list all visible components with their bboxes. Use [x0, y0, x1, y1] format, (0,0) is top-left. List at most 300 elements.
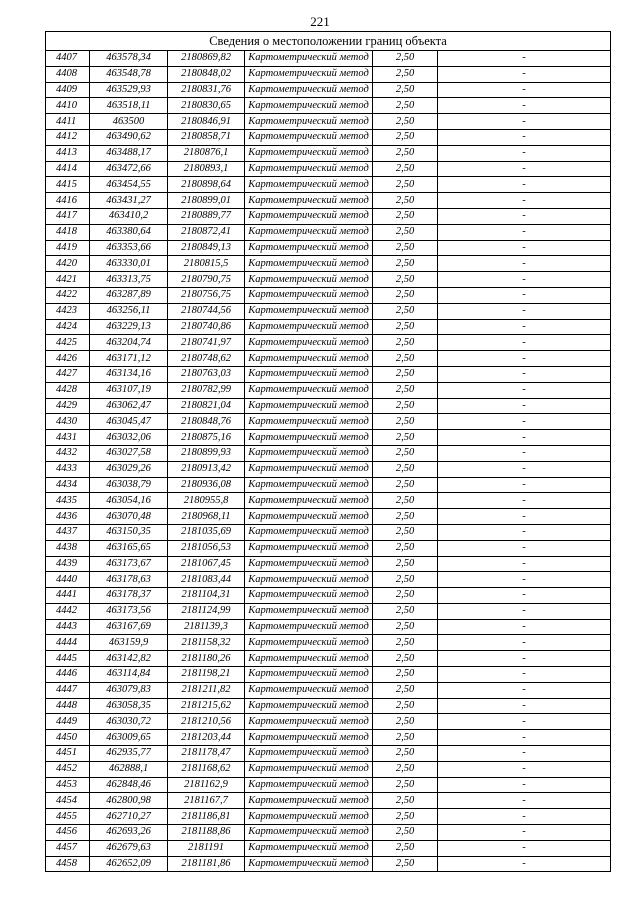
description-cell: -	[438, 588, 611, 604]
x-coordinate-cell: 462693,26	[90, 825, 168, 841]
point-number-cell: 4436	[46, 509, 90, 525]
method-cell: Картометрический метод	[245, 540, 373, 556]
point-number-cell: 4456	[46, 825, 90, 841]
point-number-cell: 4454	[46, 793, 90, 809]
description-cell: -	[438, 366, 611, 382]
accuracy-cell: 2,50	[373, 129, 438, 145]
y-coordinate-cell: 2180869,82	[168, 51, 245, 67]
accuracy-cell: 2,50	[373, 477, 438, 493]
accuracy-cell: 2,50	[373, 366, 438, 382]
method-cell: Картометрический метод	[245, 809, 373, 825]
x-coordinate-cell: 463500	[90, 114, 168, 130]
accuracy-cell: 2,50	[373, 256, 438, 272]
accuracy-cell: 2,50	[373, 761, 438, 777]
accuracy-cell: 2,50	[373, 556, 438, 572]
point-number-cell: 4422	[46, 287, 90, 303]
point-number-cell: 4443	[46, 619, 90, 635]
description-cell: -	[438, 82, 611, 98]
y-coordinate-cell: 2181139,3	[168, 619, 245, 635]
method-cell: Картометрический метод	[245, 761, 373, 777]
y-coordinate-cell: 2181180,26	[168, 651, 245, 667]
x-coordinate-cell: 463472,66	[90, 161, 168, 177]
y-coordinate-cell: 2181035,69	[168, 524, 245, 540]
x-coordinate-cell: 463150,35	[90, 524, 168, 540]
y-coordinate-cell: 2181124,99	[168, 603, 245, 619]
description-cell: -	[438, 714, 611, 730]
table-row	[46, 129, 611, 145]
accuracy-cell: 2,50	[373, 445, 438, 461]
x-coordinate-cell: 463070,48	[90, 509, 168, 525]
description-cell: -	[438, 651, 611, 667]
method-cell: Картометрический метод	[245, 603, 373, 619]
method-cell: Картометрический метод	[245, 730, 373, 746]
x-coordinate-cell: 463204,74	[90, 335, 168, 351]
method-cell: Картометрический метод	[245, 319, 373, 335]
table-header-row	[46, 32, 611, 51]
method-cell: Картометрический метод	[245, 445, 373, 461]
description-cell: -	[438, 287, 611, 303]
boundary-coordinates-table	[45, 31, 611, 872]
x-coordinate-cell: 463353,66	[90, 240, 168, 256]
method-cell: Картометрический метод	[245, 509, 373, 525]
accuracy-cell: 2,50	[373, 98, 438, 114]
table-row	[46, 351, 611, 367]
x-coordinate-cell: 462710,27	[90, 809, 168, 825]
accuracy-cell: 2,50	[373, 588, 438, 604]
method-cell: Картометрический метод	[245, 256, 373, 272]
description-cell: -	[438, 477, 611, 493]
description-cell: -	[438, 240, 611, 256]
x-coordinate-cell: 463032,06	[90, 430, 168, 446]
description-cell: -	[438, 461, 611, 477]
y-coordinate-cell: 2181211,82	[168, 682, 245, 698]
method-cell: Картометрический метод	[245, 145, 373, 161]
table-row	[46, 82, 611, 98]
method-cell: Картометрический метод	[245, 366, 373, 382]
point-number-cell: 4438	[46, 540, 90, 556]
table-row	[46, 619, 611, 635]
method-cell: Картометрический метод	[245, 619, 373, 635]
y-coordinate-cell: 2180872,41	[168, 224, 245, 240]
x-coordinate-cell: 463167,69	[90, 619, 168, 635]
accuracy-cell: 2,50	[373, 82, 438, 98]
y-coordinate-cell: 2181203,44	[168, 730, 245, 746]
description-cell: -	[438, 698, 611, 714]
y-coordinate-cell: 2180889,77	[168, 208, 245, 224]
description-cell: -	[438, 161, 611, 177]
point-number-cell: 4440	[46, 572, 90, 588]
point-number-cell: 4414	[46, 161, 90, 177]
method-cell: Картометрический метод	[245, 129, 373, 145]
x-coordinate-cell: 463173,56	[90, 603, 168, 619]
y-coordinate-cell: 2180756,75	[168, 287, 245, 303]
description-cell: -	[438, 319, 611, 335]
point-number-cell: 4452	[46, 761, 90, 777]
x-coordinate-cell: 463173,67	[90, 556, 168, 572]
point-number-cell: 4417	[46, 208, 90, 224]
point-number-cell: 4409	[46, 82, 90, 98]
x-coordinate-cell: 463578,34	[90, 51, 168, 67]
x-coordinate-cell: 463165,65	[90, 540, 168, 556]
y-coordinate-cell: 2180858,71	[168, 129, 245, 145]
table-title: Сведения о местоположении границ объекта	[46, 32, 611, 51]
point-number-cell: 4420	[46, 256, 90, 272]
y-coordinate-cell: 2181168,62	[168, 761, 245, 777]
method-cell: Картометрический метод	[245, 635, 373, 651]
method-cell: Картометрический метод	[245, 856, 373, 872]
point-number-cell: 4427	[46, 366, 90, 382]
description-cell: -	[438, 98, 611, 114]
description-cell: -	[438, 208, 611, 224]
y-coordinate-cell: 2180898,64	[168, 177, 245, 193]
y-coordinate-cell: 2181198,21	[168, 667, 245, 683]
description-cell: -	[438, 635, 611, 651]
table-row	[46, 224, 611, 240]
point-number-cell: 4411	[46, 114, 90, 130]
method-cell: Картометрический метод	[245, 224, 373, 240]
table-row	[46, 761, 611, 777]
y-coordinate-cell: 2180790,75	[168, 272, 245, 288]
point-number-cell: 4410	[46, 98, 90, 114]
method-cell: Картометрический метод	[245, 98, 373, 114]
y-coordinate-cell: 2180846,91	[168, 114, 245, 130]
point-number-cell: 4432	[46, 445, 90, 461]
point-number-cell: 4431	[46, 430, 90, 446]
table-row	[46, 588, 611, 604]
y-coordinate-cell: 2180830,65	[168, 98, 245, 114]
description-cell: -	[438, 540, 611, 556]
x-coordinate-cell: 463488,17	[90, 145, 168, 161]
y-coordinate-cell: 2180815,5	[168, 256, 245, 272]
y-coordinate-cell: 2180936,08	[168, 477, 245, 493]
point-number-cell: 4445	[46, 651, 90, 667]
method-cell: Картометрический метод	[245, 840, 373, 856]
accuracy-cell: 2,50	[373, 351, 438, 367]
accuracy-cell: 2,50	[373, 682, 438, 698]
y-coordinate-cell: 2180899,01	[168, 193, 245, 209]
table-row	[46, 603, 611, 619]
description-cell: -	[438, 556, 611, 572]
table-row	[46, 477, 611, 493]
point-number-cell: 4457	[46, 840, 90, 856]
y-coordinate-cell: 2181188,86	[168, 825, 245, 841]
point-number-cell: 4458	[46, 856, 90, 872]
y-coordinate-cell: 2180740,86	[168, 319, 245, 335]
description-cell: -	[438, 730, 611, 746]
y-coordinate-cell: 2180849,13	[168, 240, 245, 256]
table-row	[46, 682, 611, 698]
point-number-cell: 4441	[46, 588, 90, 604]
method-cell: Картометрический метод	[245, 51, 373, 67]
method-cell: Картометрический метод	[245, 82, 373, 98]
x-coordinate-cell: 462848,46	[90, 777, 168, 793]
method-cell: Картометрический метод	[245, 572, 373, 588]
table-row	[46, 177, 611, 193]
point-number-cell: 4453	[46, 777, 90, 793]
description-cell: -	[438, 193, 611, 209]
method-cell: Картометрический метод	[245, 208, 373, 224]
accuracy-cell: 2,50	[373, 461, 438, 477]
accuracy-cell: 2,50	[373, 840, 438, 856]
accuracy-cell: 2,50	[373, 714, 438, 730]
accuracy-cell: 2,50	[373, 193, 438, 209]
accuracy-cell: 2,50	[373, 114, 438, 130]
table-row	[46, 272, 611, 288]
y-coordinate-cell: 2181186,81	[168, 809, 245, 825]
method-cell: Картометрический метод	[245, 240, 373, 256]
accuracy-cell: 2,50	[373, 651, 438, 667]
accuracy-cell: 2,50	[373, 382, 438, 398]
method-cell: Картометрический метод	[245, 461, 373, 477]
accuracy-cell: 2,50	[373, 161, 438, 177]
description-cell: -	[438, 145, 611, 161]
table-row	[46, 256, 611, 272]
x-coordinate-cell: 463256,11	[90, 303, 168, 319]
x-coordinate-cell: 463029,26	[90, 461, 168, 477]
point-number-cell: 4426	[46, 351, 90, 367]
method-cell: Картометрический метод	[245, 287, 373, 303]
point-number-cell: 4429	[46, 398, 90, 414]
accuracy-cell: 2,50	[373, 619, 438, 635]
accuracy-cell: 2,50	[373, 730, 438, 746]
description-cell: -	[438, 129, 611, 145]
table-row	[46, 856, 611, 872]
x-coordinate-cell: 462935,77	[90, 746, 168, 762]
accuracy-cell: 2,50	[373, 240, 438, 256]
table-row	[46, 303, 611, 319]
description-cell: -	[438, 335, 611, 351]
table-row	[46, 540, 611, 556]
accuracy-cell: 2,50	[373, 856, 438, 872]
table-row	[46, 667, 611, 683]
method-cell: Картометрический метод	[245, 272, 373, 288]
accuracy-cell: 2,50	[373, 809, 438, 825]
description-cell: -	[438, 856, 611, 872]
description-cell: -	[438, 351, 611, 367]
accuracy-cell: 2,50	[373, 287, 438, 303]
description-cell: -	[438, 430, 611, 446]
y-coordinate-cell: 2180744,56	[168, 303, 245, 319]
description-cell: -	[438, 524, 611, 540]
method-cell: Картометрический метод	[245, 161, 373, 177]
point-number-cell: 4425	[46, 335, 90, 351]
point-number-cell: 4447	[46, 682, 90, 698]
y-coordinate-cell: 2181167,7	[168, 793, 245, 809]
accuracy-cell: 2,50	[373, 319, 438, 335]
accuracy-cell: 2,50	[373, 572, 438, 588]
y-coordinate-cell: 2180955,8	[168, 493, 245, 509]
description-cell: -	[438, 746, 611, 762]
table-row	[46, 635, 611, 651]
table-row	[46, 524, 611, 540]
accuracy-cell: 2,50	[373, 777, 438, 793]
accuracy-cell: 2,50	[373, 224, 438, 240]
table-row	[46, 777, 611, 793]
y-coordinate-cell: 2181178,47	[168, 746, 245, 762]
method-cell: Картометрический метод	[245, 303, 373, 319]
point-number-cell: 4412	[46, 129, 90, 145]
point-number-cell: 4448	[46, 698, 90, 714]
y-coordinate-cell: 2180831,76	[168, 82, 245, 98]
method-cell: Картометрический метод	[245, 682, 373, 698]
x-coordinate-cell: 463490,62	[90, 129, 168, 145]
y-coordinate-cell: 2180913,42	[168, 461, 245, 477]
x-coordinate-cell: 463058,35	[90, 698, 168, 714]
point-number-cell: 4437	[46, 524, 90, 540]
x-coordinate-cell: 463330,01	[90, 256, 168, 272]
description-cell: -	[438, 256, 611, 272]
description-cell: -	[438, 114, 611, 130]
table-row	[46, 445, 611, 461]
x-coordinate-cell: 463178,63	[90, 572, 168, 588]
table-row	[46, 572, 611, 588]
accuracy-cell: 2,50	[373, 603, 438, 619]
method-cell: Картометрический метод	[245, 382, 373, 398]
description-cell: -	[438, 603, 611, 619]
method-cell: Картометрический метод	[245, 477, 373, 493]
y-coordinate-cell: 2180848,02	[168, 66, 245, 82]
y-coordinate-cell: 2181056,53	[168, 540, 245, 556]
table-row	[46, 319, 611, 335]
table-row	[46, 493, 611, 509]
point-number-cell: 4415	[46, 177, 90, 193]
point-number-cell: 4435	[46, 493, 90, 509]
x-coordinate-cell: 463518,11	[90, 98, 168, 114]
table-row	[46, 98, 611, 114]
y-coordinate-cell: 2181215,62	[168, 698, 245, 714]
description-cell: -	[438, 509, 611, 525]
point-number-cell: 4423	[46, 303, 90, 319]
description-cell: -	[438, 667, 611, 683]
table-row	[46, 51, 611, 67]
y-coordinate-cell: 2180741,97	[168, 335, 245, 351]
accuracy-cell: 2,50	[373, 698, 438, 714]
x-coordinate-cell: 463287,89	[90, 287, 168, 303]
x-coordinate-cell: 463030,72	[90, 714, 168, 730]
description-cell: -	[438, 572, 611, 588]
accuracy-cell: 2,50	[373, 208, 438, 224]
y-coordinate-cell: 2181181,86	[168, 856, 245, 872]
method-cell: Картометрический метод	[245, 66, 373, 82]
accuracy-cell: 2,50	[373, 430, 438, 446]
x-coordinate-cell: 463038,79	[90, 477, 168, 493]
table-row	[46, 840, 611, 856]
y-coordinate-cell: 2180968,11	[168, 509, 245, 525]
x-coordinate-cell: 463062,47	[90, 398, 168, 414]
x-coordinate-cell: 462888,1	[90, 761, 168, 777]
method-cell: Картометрический метод	[245, 651, 373, 667]
method-cell: Картометрический метод	[245, 777, 373, 793]
y-coordinate-cell: 2180893,1	[168, 161, 245, 177]
method-cell: Картометрический метод	[245, 493, 373, 509]
y-coordinate-cell: 2180876,1	[168, 145, 245, 161]
method-cell: Картометрический метод	[245, 556, 373, 572]
point-number-cell: 4421	[46, 272, 90, 288]
table-row	[46, 382, 611, 398]
table-row	[46, 651, 611, 667]
accuracy-cell: 2,50	[373, 540, 438, 556]
y-coordinate-cell: 2181104,31	[168, 588, 245, 604]
method-cell: Картометрический метод	[245, 825, 373, 841]
description-cell: -	[438, 382, 611, 398]
point-number-cell: 4444	[46, 635, 90, 651]
description-cell: -	[438, 414, 611, 430]
description-cell: -	[438, 51, 611, 67]
x-coordinate-cell: 463178,37	[90, 588, 168, 604]
table-row	[46, 714, 611, 730]
accuracy-cell: 2,50	[373, 272, 438, 288]
x-coordinate-cell: 463159,9	[90, 635, 168, 651]
y-coordinate-cell: 2181083,44	[168, 572, 245, 588]
accuracy-cell: 2,50	[373, 793, 438, 809]
accuracy-cell: 2,50	[373, 746, 438, 762]
y-coordinate-cell: 2180848,76	[168, 414, 245, 430]
description-cell: -	[438, 682, 611, 698]
description-cell: -	[438, 825, 611, 841]
accuracy-cell: 2,50	[373, 524, 438, 540]
accuracy-cell: 2,50	[373, 51, 438, 67]
table-row	[46, 66, 611, 82]
table-row	[46, 335, 611, 351]
point-number-cell: 4413	[46, 145, 90, 161]
method-cell: Картометрический метод	[245, 193, 373, 209]
y-coordinate-cell: 2180875,16	[168, 430, 245, 446]
accuracy-cell: 2,50	[373, 509, 438, 525]
y-coordinate-cell: 2181210,56	[168, 714, 245, 730]
method-cell: Картометрический метод	[245, 588, 373, 604]
accuracy-cell: 2,50	[373, 66, 438, 82]
description-cell: -	[438, 840, 611, 856]
method-cell: Картометрический метод	[245, 177, 373, 193]
table-row	[46, 287, 611, 303]
table-row	[46, 698, 611, 714]
table-row	[46, 509, 611, 525]
accuracy-cell: 2,50	[373, 303, 438, 319]
table-row	[46, 430, 611, 446]
description-cell: -	[438, 761, 611, 777]
point-number-cell: 4450	[46, 730, 90, 746]
table-body	[46, 32, 611, 872]
table-row	[46, 398, 611, 414]
method-cell: Картометрический метод	[245, 114, 373, 130]
table-row	[46, 414, 611, 430]
x-coordinate-cell: 463431,27	[90, 193, 168, 209]
method-cell: Картометрический метод	[245, 351, 373, 367]
point-number-cell: 4428	[46, 382, 90, 398]
y-coordinate-cell: 2180763,03	[168, 366, 245, 382]
method-cell: Картометрический метод	[245, 430, 373, 446]
y-coordinate-cell: 2180821,04	[168, 398, 245, 414]
point-number-cell: 4430	[46, 414, 90, 430]
y-coordinate-cell: 2180782,99	[168, 382, 245, 398]
table-row	[46, 240, 611, 256]
x-coordinate-cell: 463134,16	[90, 366, 168, 382]
x-coordinate-cell: 463027,58	[90, 445, 168, 461]
table-row	[46, 161, 611, 177]
description-cell: -	[438, 272, 611, 288]
point-number-cell: 4446	[46, 667, 90, 683]
accuracy-cell: 2,50	[373, 635, 438, 651]
y-coordinate-cell: 2180748,62	[168, 351, 245, 367]
x-coordinate-cell: 463454,55	[90, 177, 168, 193]
table-row	[46, 793, 611, 809]
method-cell: Картометрический метод	[245, 524, 373, 540]
y-coordinate-cell: 2180899,93	[168, 445, 245, 461]
point-number-cell: 4451	[46, 746, 90, 762]
point-number-cell: 4449	[46, 714, 90, 730]
description-cell: -	[438, 809, 611, 825]
table-row	[46, 730, 611, 746]
